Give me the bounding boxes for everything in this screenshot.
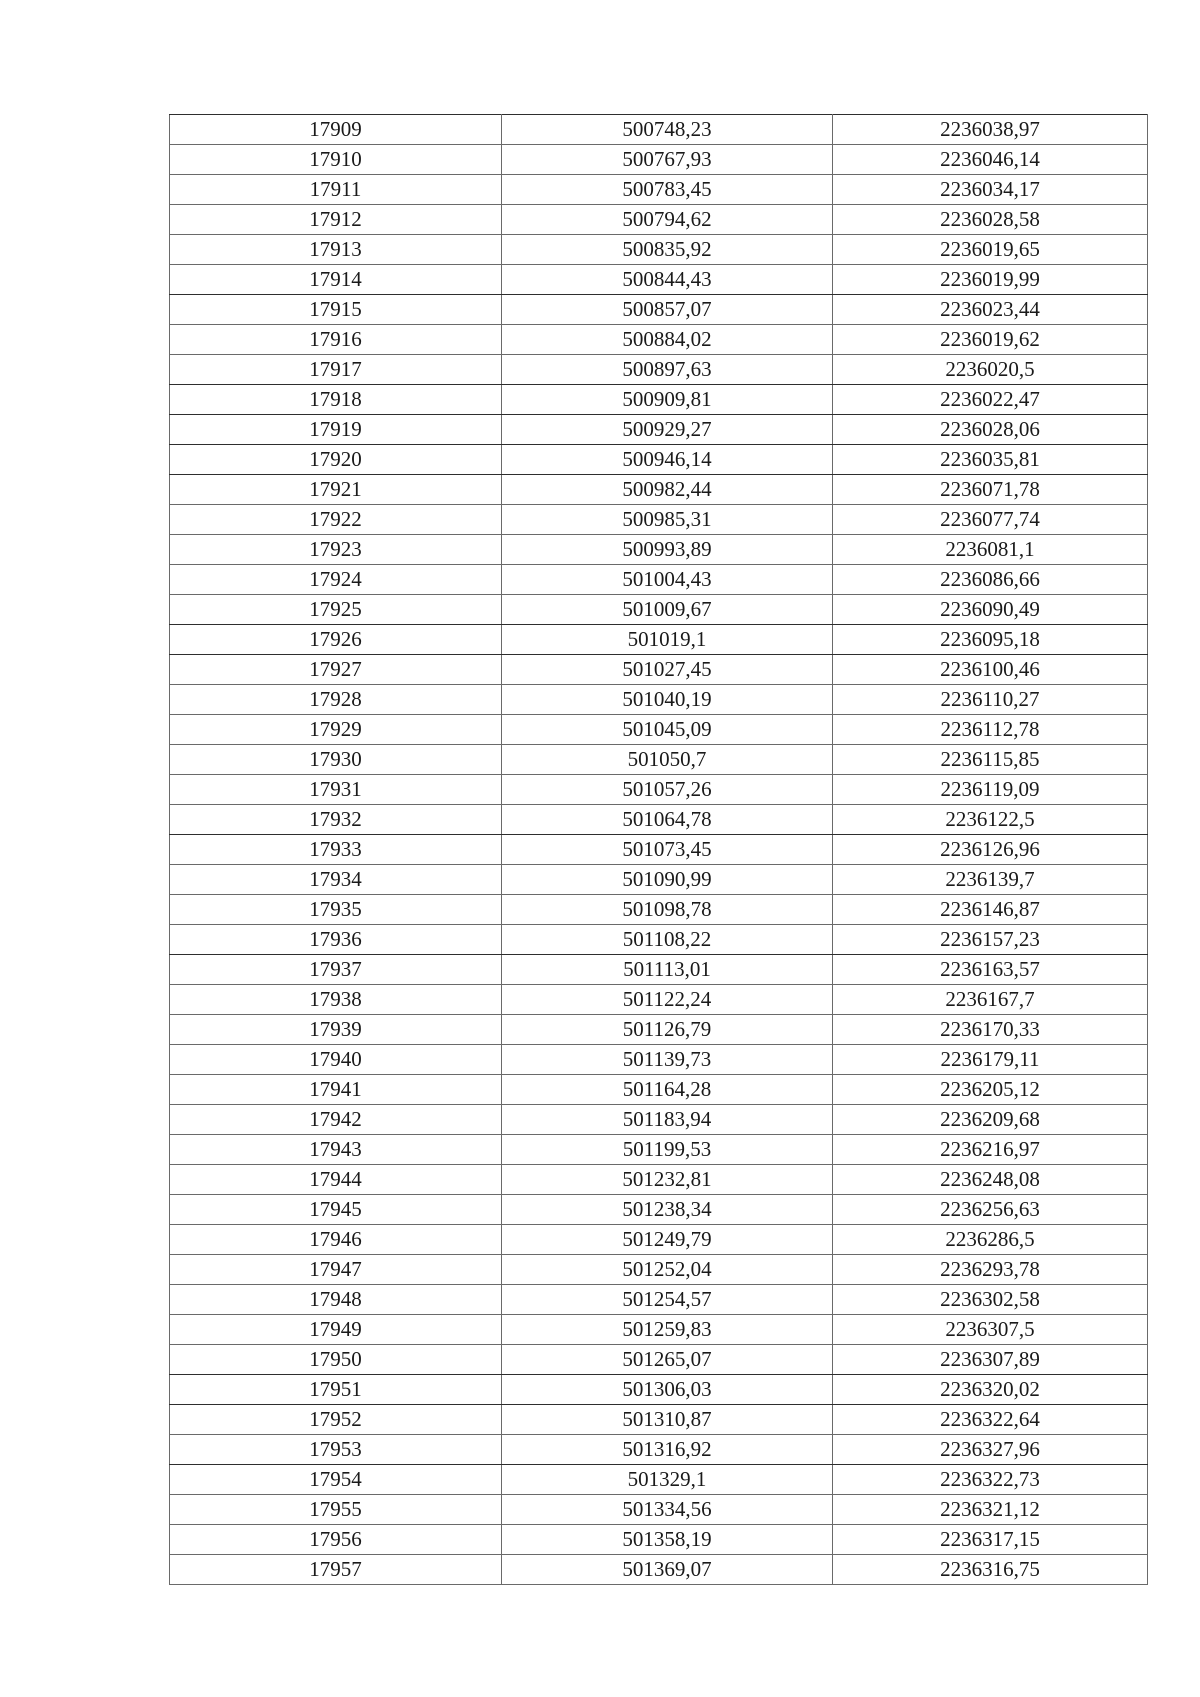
y-coordinate-cell: 2236163,57 xyxy=(833,955,1148,985)
table-row xyxy=(170,685,1148,715)
x-coordinate-cell: 501064,78 xyxy=(502,805,833,835)
x-coordinate-cell: 500794,62 xyxy=(502,205,833,235)
table-row xyxy=(170,475,1148,505)
y-coordinate-cell: 2236256,63 xyxy=(833,1195,1148,1225)
x-coordinate-cell: 501306,03 xyxy=(502,1375,833,1405)
y-coordinate-cell: 2236038,97 xyxy=(833,115,1148,145)
table-row xyxy=(170,595,1148,625)
table-row xyxy=(170,505,1148,535)
x-coordinate-cell: 501232,81 xyxy=(502,1165,833,1195)
x-coordinate-cell: 501139,73 xyxy=(502,1045,833,1075)
y-coordinate-cell: 2236090,49 xyxy=(833,595,1148,625)
point-number-cell: 17951 xyxy=(170,1375,502,1405)
y-coordinate-cell: 2236022,47 xyxy=(833,385,1148,415)
table-row xyxy=(170,895,1148,925)
point-number-cell: 17937 xyxy=(170,955,502,985)
point-number-cell: 17921 xyxy=(170,475,502,505)
point-number-cell: 17918 xyxy=(170,385,502,415)
y-coordinate-cell: 2236205,12 xyxy=(833,1075,1148,1105)
point-number-cell: 17929 xyxy=(170,715,502,745)
point-number-cell: 17923 xyxy=(170,535,502,565)
table-row xyxy=(170,1555,1148,1585)
table-row xyxy=(170,1075,1148,1105)
table-row xyxy=(170,325,1148,355)
point-number-cell: 17926 xyxy=(170,625,502,655)
point-number-cell: 17915 xyxy=(170,295,502,325)
table-row xyxy=(170,535,1148,565)
y-coordinate-cell: 2236248,08 xyxy=(833,1165,1148,1195)
table-row xyxy=(170,385,1148,415)
table-row xyxy=(170,835,1148,865)
y-coordinate-cell: 2236321,12 xyxy=(833,1495,1148,1525)
point-number-cell: 17947 xyxy=(170,1255,502,1285)
table-row xyxy=(170,985,1148,1015)
table-row xyxy=(170,715,1148,745)
y-coordinate-cell: 2236115,85 xyxy=(833,745,1148,775)
y-coordinate-cell: 2236095,18 xyxy=(833,625,1148,655)
x-coordinate-cell: 501009,67 xyxy=(502,595,833,625)
point-number-cell: 17956 xyxy=(170,1525,502,1555)
table-row xyxy=(170,625,1148,655)
point-number-cell: 17922 xyxy=(170,505,502,535)
x-coordinate-cell: 501310,87 xyxy=(502,1405,833,1435)
y-coordinate-cell: 2236307,89 xyxy=(833,1345,1148,1375)
y-coordinate-cell: 2236020,5 xyxy=(833,355,1148,385)
y-coordinate-cell: 2236146,87 xyxy=(833,895,1148,925)
x-coordinate-cell: 501090,99 xyxy=(502,865,833,895)
point-number-cell: 17946 xyxy=(170,1225,502,1255)
y-coordinate-cell: 2236286,5 xyxy=(833,1225,1148,1255)
point-number-cell: 17945 xyxy=(170,1195,502,1225)
coordinates-table xyxy=(169,114,1148,1585)
y-coordinate-cell: 2236302,58 xyxy=(833,1285,1148,1315)
point-number-cell: 17934 xyxy=(170,865,502,895)
table-row xyxy=(170,655,1148,685)
y-coordinate-cell: 2236019,99 xyxy=(833,265,1148,295)
y-coordinate-cell: 2236293,78 xyxy=(833,1255,1148,1285)
table-row xyxy=(170,955,1148,985)
table-row xyxy=(170,565,1148,595)
x-coordinate-cell: 501252,04 xyxy=(502,1255,833,1285)
x-coordinate-cell: 501249,79 xyxy=(502,1225,833,1255)
x-coordinate-cell: 501057,26 xyxy=(502,775,833,805)
y-coordinate-cell: 2236307,5 xyxy=(833,1315,1148,1345)
point-number-cell: 17949 xyxy=(170,1315,502,1345)
table-row xyxy=(170,295,1148,325)
x-coordinate-cell: 501329,1 xyxy=(502,1465,833,1495)
table-row xyxy=(170,1315,1148,1345)
point-number-cell: 17931 xyxy=(170,775,502,805)
coordinates-table-body xyxy=(170,115,1148,1585)
y-coordinate-cell: 2236112,78 xyxy=(833,715,1148,745)
y-coordinate-cell: 2236046,14 xyxy=(833,145,1148,175)
y-coordinate-cell: 2236100,46 xyxy=(833,655,1148,685)
x-coordinate-cell: 501358,19 xyxy=(502,1525,833,1555)
point-number-cell: 17932 xyxy=(170,805,502,835)
x-coordinate-cell: 500857,07 xyxy=(502,295,833,325)
y-coordinate-cell: 2236320,02 xyxy=(833,1375,1148,1405)
table-row xyxy=(170,1165,1148,1195)
table-row xyxy=(170,1255,1148,1285)
point-number-cell: 17909 xyxy=(170,115,502,145)
table-row xyxy=(170,1525,1148,1555)
x-coordinate-cell: 501238,34 xyxy=(502,1195,833,1225)
point-number-cell: 17912 xyxy=(170,205,502,235)
y-coordinate-cell: 2236157,23 xyxy=(833,925,1148,955)
y-coordinate-cell: 2236209,68 xyxy=(833,1105,1148,1135)
x-coordinate-cell: 501108,22 xyxy=(502,925,833,955)
table-row xyxy=(170,145,1148,175)
table-row xyxy=(170,1465,1148,1495)
table-row xyxy=(170,925,1148,955)
y-coordinate-cell: 2236019,65 xyxy=(833,235,1148,265)
table-row xyxy=(170,745,1148,775)
table-row xyxy=(170,175,1148,205)
point-number-cell: 17941 xyxy=(170,1075,502,1105)
x-coordinate-cell: 501045,09 xyxy=(502,715,833,745)
x-coordinate-cell: 500748,23 xyxy=(502,115,833,145)
point-number-cell: 17954 xyxy=(170,1465,502,1495)
x-coordinate-cell: 501113,01 xyxy=(502,955,833,985)
x-coordinate-cell: 501265,07 xyxy=(502,1345,833,1375)
point-number-cell: 17944 xyxy=(170,1165,502,1195)
table-row xyxy=(170,1135,1148,1165)
point-number-cell: 17935 xyxy=(170,895,502,925)
x-coordinate-cell: 501073,45 xyxy=(502,835,833,865)
x-coordinate-cell: 500909,81 xyxy=(502,385,833,415)
point-number-cell: 17948 xyxy=(170,1285,502,1315)
point-number-cell: 17938 xyxy=(170,985,502,1015)
x-coordinate-cell: 500982,44 xyxy=(502,475,833,505)
x-coordinate-cell: 500993,89 xyxy=(502,535,833,565)
y-coordinate-cell: 2236216,97 xyxy=(833,1135,1148,1165)
table-row xyxy=(170,1015,1148,1045)
point-number-cell: 17940 xyxy=(170,1045,502,1075)
point-number-cell: 17943 xyxy=(170,1135,502,1165)
x-coordinate-cell: 501369,07 xyxy=(502,1555,833,1585)
x-coordinate-cell: 500835,92 xyxy=(502,235,833,265)
point-number-cell: 17942 xyxy=(170,1105,502,1135)
x-coordinate-cell: 501316,92 xyxy=(502,1435,833,1465)
table-row xyxy=(170,235,1148,265)
x-coordinate-cell: 501098,78 xyxy=(502,895,833,925)
x-coordinate-cell: 500844,43 xyxy=(502,265,833,295)
y-coordinate-cell: 2236028,06 xyxy=(833,415,1148,445)
point-number-cell: 17925 xyxy=(170,595,502,625)
table-row xyxy=(170,775,1148,805)
x-coordinate-cell: 500985,31 xyxy=(502,505,833,535)
y-coordinate-cell: 2236028,58 xyxy=(833,205,1148,235)
x-coordinate-cell: 500946,14 xyxy=(502,445,833,475)
point-number-cell: 17933 xyxy=(170,835,502,865)
point-number-cell: 17952 xyxy=(170,1405,502,1435)
point-number-cell: 17916 xyxy=(170,325,502,355)
y-coordinate-cell: 2236035,81 xyxy=(833,445,1148,475)
point-number-cell: 17913 xyxy=(170,235,502,265)
table-row xyxy=(170,805,1148,835)
y-coordinate-cell: 2236122,5 xyxy=(833,805,1148,835)
point-number-cell: 17928 xyxy=(170,685,502,715)
y-coordinate-cell: 2236019,62 xyxy=(833,325,1148,355)
x-coordinate-cell: 500897,63 xyxy=(502,355,833,385)
x-coordinate-cell: 500884,02 xyxy=(502,325,833,355)
table-row xyxy=(170,865,1148,895)
table-row xyxy=(170,1495,1148,1525)
table-row xyxy=(170,355,1148,385)
x-coordinate-cell: 500767,93 xyxy=(502,145,833,175)
table-row xyxy=(170,205,1148,235)
x-coordinate-cell: 501027,45 xyxy=(502,655,833,685)
x-coordinate-cell: 500783,45 xyxy=(502,175,833,205)
x-coordinate-cell: 501126,79 xyxy=(502,1015,833,1045)
point-number-cell: 17920 xyxy=(170,445,502,475)
x-coordinate-cell: 501183,94 xyxy=(502,1105,833,1135)
point-number-cell: 17917 xyxy=(170,355,502,385)
y-coordinate-cell: 2236167,7 xyxy=(833,985,1148,1015)
y-coordinate-cell: 2236170,33 xyxy=(833,1015,1148,1045)
y-coordinate-cell: 2236322,73 xyxy=(833,1465,1148,1495)
point-number-cell: 17955 xyxy=(170,1495,502,1525)
x-coordinate-cell: 501122,24 xyxy=(502,985,833,1015)
table-row xyxy=(170,1435,1148,1465)
x-coordinate-cell: 501019,1 xyxy=(502,625,833,655)
y-coordinate-cell: 2236317,15 xyxy=(833,1525,1148,1555)
point-number-cell: 17914 xyxy=(170,265,502,295)
point-number-cell: 17911 xyxy=(170,175,502,205)
x-coordinate-cell: 500929,27 xyxy=(502,415,833,445)
point-number-cell: 17910 xyxy=(170,145,502,175)
table-row xyxy=(170,1225,1148,1255)
point-number-cell: 17924 xyxy=(170,565,502,595)
y-coordinate-cell: 2236110,27 xyxy=(833,685,1148,715)
point-number-cell: 17953 xyxy=(170,1435,502,1465)
y-coordinate-cell: 2236081,1 xyxy=(833,535,1148,565)
x-coordinate-cell: 501164,28 xyxy=(502,1075,833,1105)
point-number-cell: 17930 xyxy=(170,745,502,775)
table-row xyxy=(170,115,1148,145)
y-coordinate-cell: 2236316,75 xyxy=(833,1555,1148,1585)
x-coordinate-cell: 501199,53 xyxy=(502,1135,833,1165)
point-number-cell: 17939 xyxy=(170,1015,502,1045)
table-row xyxy=(170,1045,1148,1075)
point-number-cell: 17950 xyxy=(170,1345,502,1375)
x-coordinate-cell: 501259,83 xyxy=(502,1315,833,1345)
y-coordinate-cell: 2236086,66 xyxy=(833,565,1148,595)
y-coordinate-cell: 2236077,74 xyxy=(833,505,1148,535)
point-number-cell: 17919 xyxy=(170,415,502,445)
y-coordinate-cell: 2236322,64 xyxy=(833,1405,1148,1435)
table-row xyxy=(170,1195,1148,1225)
x-coordinate-cell: 501334,56 xyxy=(502,1495,833,1525)
x-coordinate-cell: 501254,57 xyxy=(502,1285,833,1315)
table-row xyxy=(170,1345,1148,1375)
table-row xyxy=(170,265,1148,295)
y-coordinate-cell: 2236071,78 xyxy=(833,475,1148,505)
table-row xyxy=(170,445,1148,475)
table-row xyxy=(170,415,1148,445)
point-number-cell: 17957 xyxy=(170,1555,502,1585)
table-row xyxy=(170,1105,1148,1135)
y-coordinate-cell: 2236179,11 xyxy=(833,1045,1148,1075)
y-coordinate-cell: 2236034,17 xyxy=(833,175,1148,205)
y-coordinate-cell: 2236119,09 xyxy=(833,775,1148,805)
table-row xyxy=(170,1375,1148,1405)
point-number-cell: 17936 xyxy=(170,925,502,955)
y-coordinate-cell: 2236023,44 xyxy=(833,295,1148,325)
x-coordinate-cell: 501004,43 xyxy=(502,565,833,595)
point-number-cell: 17927 xyxy=(170,655,502,685)
table-row xyxy=(170,1285,1148,1315)
table-row xyxy=(170,1405,1148,1435)
y-coordinate-cell: 2236139,7 xyxy=(833,865,1148,895)
x-coordinate-cell: 501050,7 xyxy=(502,745,833,775)
x-coordinate-cell: 501040,19 xyxy=(502,685,833,715)
y-coordinate-cell: 2236126,96 xyxy=(833,835,1148,865)
y-coordinate-cell: 2236327,96 xyxy=(833,1435,1148,1465)
